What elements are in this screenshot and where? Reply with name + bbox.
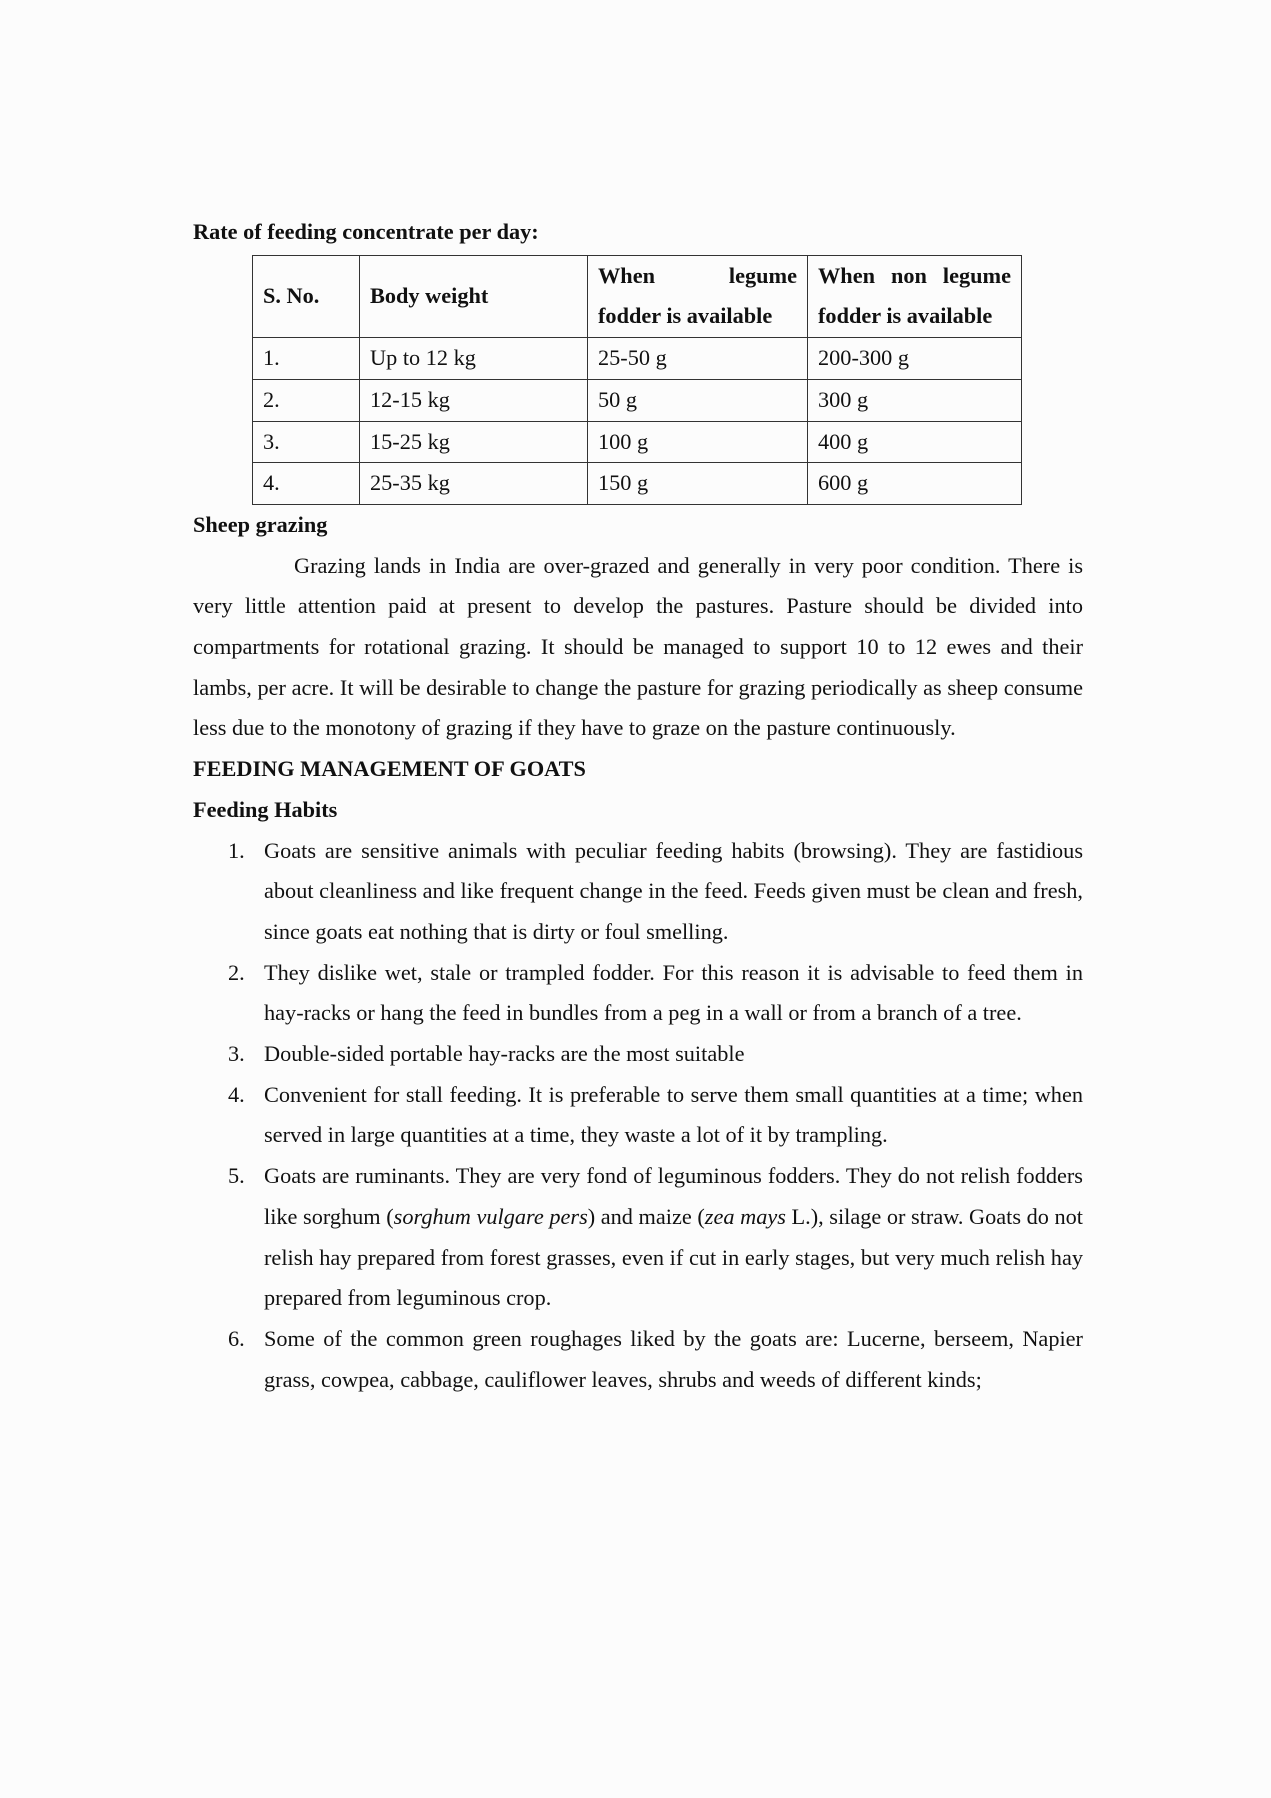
feeding-habits-list: [193, 831, 1083, 1401]
list-number: 5.: [228, 1163, 245, 1189]
rate-heading: Rate of feeding concentrate per day:: [193, 219, 539, 244]
list-text: They dislike wet, stale or trampled fodder. For this reason it is advisable to feed them in hay-racks or hang the feed in bundles from a peg in a wall or from a branch of a tree.: [264, 959, 1083, 1026]
table-row: [253, 421, 1022, 463]
header-non-legume-line2: fodder is available: [818, 303, 993, 329]
header-legume-line2: fodder is available: [598, 303, 773, 329]
list-number: 1.: [228, 837, 245, 863]
cell-body-weight: Up to 12 kg: [360, 338, 588, 380]
cell-legume: 25-50 g: [588, 338, 808, 380]
list-text: Some of the common green roughages liked by the goats are: Lucerne, berseem, Napier grass, cowpea, cabbage, cauliflower leaves, shrubs and weeds of different kinds;: [264, 1325, 1083, 1392]
list-item: [228, 953, 1083, 1034]
header-legume-word-when: When: [598, 262, 655, 288]
list-item: [228, 1319, 1083, 1400]
list-text: [264, 1163, 1083, 1310]
header-body-weight: Body weight: [360, 255, 588, 337]
table-row: [253, 338, 1022, 380]
text-segment: Goats are ruminants. They are very fond of leguminous fodders. They do not relish fodders like sorghum (: [264, 1163, 1083, 1229]
text-segment: L.), silage or straw. Goats do not relish hay prepared from forest grasses, even if cut in early stages, but very much relish hay prepared from leguminous crop.: [264, 1203, 1084, 1311]
cell-non-legume: 600 g: [808, 463, 1022, 505]
cell-body-weight: 15-25 kg: [360, 421, 588, 463]
scientific-name-sorghum: sorghum vulgare pers: [393, 1203, 588, 1229]
list-number: 3.: [228, 1041, 245, 1067]
text-segment: ) and maize (: [587, 1203, 705, 1229]
list-item: [228, 831, 1083, 953]
cell-body-weight: 12-15 kg: [360, 379, 588, 421]
list-text: Convenient for stall feeding. It is preferable to serve them small quantities at a time; when served in large quantities at a time, they waste a lot of it by trampling.: [264, 1081, 1083, 1148]
cell-sno: 4.: [253, 463, 360, 505]
list-text: Goats are sensitive animals with peculiar feeding habits (browsing). They are fastidious about cleanliness and like frequent change in the feed. Feeds given must be clean and fresh, since goats eat nothing that is dirty or foul smelling.: [264, 837, 1083, 944]
header-non-legume: [808, 255, 1022, 337]
list-item: [228, 1034, 1083, 1075]
list-number: 2.: [228, 959, 245, 985]
sheep-grazing-heading: Sheep grazing: [193, 511, 328, 537]
list-item: [228, 1075, 1083, 1156]
table-header-row: [253, 255, 1022, 337]
sheep-grazing-paragraph: Grazing lands in India are over-grazed and generally in very poor condition. There is very little attention paid at present to develop the pastures. Pasture should be divided into compartments for rotational grazing. It should be managed to support 10 to 12 ewes and their lambs, per acre. It will be desirable to change the pasture for grazing periodically as sheep consume less due to the monotony of grazing if they have to graze on the pasture continuously.: [193, 552, 1083, 741]
feeding-habits-heading: Feeding Habits: [193, 796, 338, 822]
header-sno: S. No.: [253, 255, 360, 337]
header-legume: [588, 255, 808, 337]
cell-legume: 50 g: [588, 379, 808, 421]
header-non-legume-line1: When non legume: [818, 262, 1011, 288]
list-item: [228, 1156, 1084, 1319]
list-number: 4.: [228, 1081, 245, 1107]
list-number: 6.: [228, 1325, 245, 1351]
cell-non-legume: 400 g: [808, 421, 1022, 463]
header-legume-line1: [598, 256, 797, 297]
cell-legume: 150 g: [588, 463, 808, 505]
scientific-name-maize: zea mays: [704, 1203, 786, 1229]
document-page: [193, 212, 1083, 1400]
feeding-rate-table: [252, 255, 1022, 505]
cell-body-weight: 25-35 kg: [360, 463, 588, 505]
cell-sno: 3.: [253, 421, 360, 463]
table-row: [253, 463, 1022, 505]
header-legume-word-legume: legume: [728, 262, 797, 288]
cell-sno: 1.: [253, 338, 360, 380]
cell-sno: 2.: [253, 379, 360, 421]
cell-non-legume: 200-300 g: [808, 338, 1022, 380]
table-row: [253, 379, 1022, 421]
goats-section-heading: FEEDING MANAGEMENT OF GOATS: [193, 756, 586, 782]
list-text: Double-sided portable hay-racks are the most suitable: [264, 1041, 745, 1067]
cell-legume: 100 g: [588, 421, 808, 463]
cell-non-legume: 300 g: [808, 379, 1022, 421]
